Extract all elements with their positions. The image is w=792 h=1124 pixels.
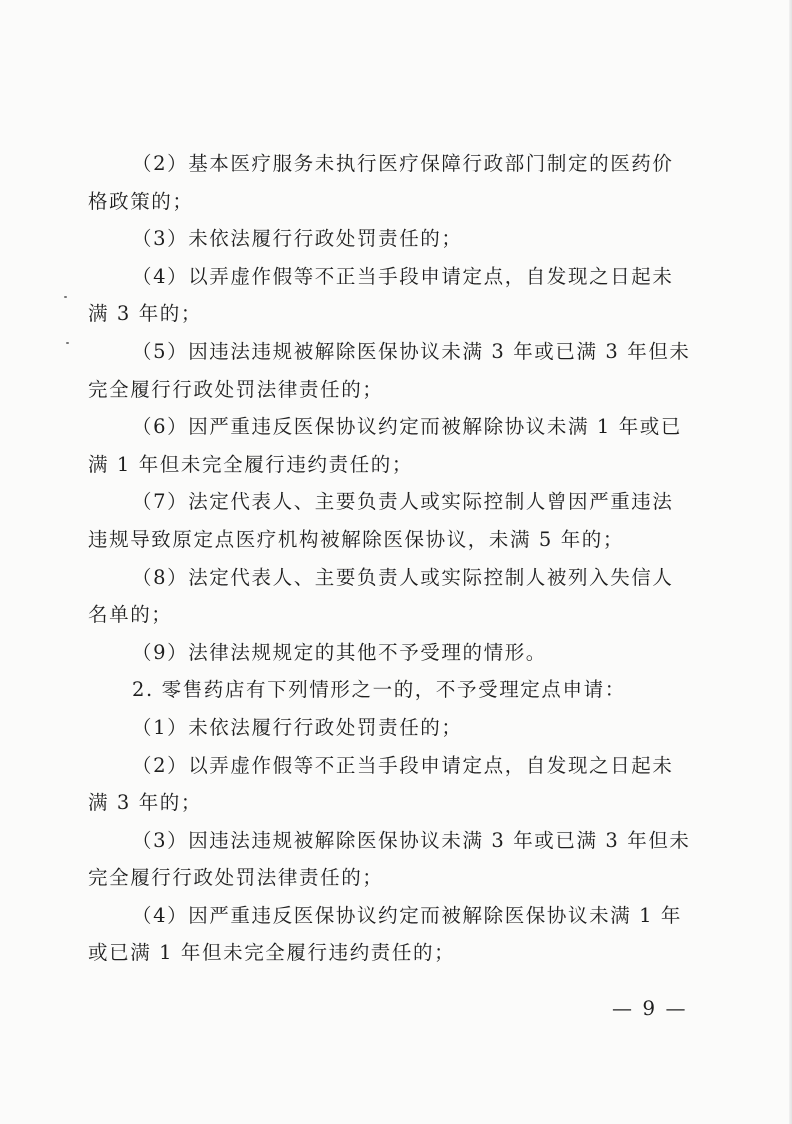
- paragraph-line: 或已满 1 年但未完全履行违约责任的；: [88, 941, 456, 965]
- scan-speck: [64, 296, 67, 298]
- paragraph-line: 名单的；: [88, 603, 173, 627]
- paragraph-line: 满 3 年的；: [88, 791, 203, 815]
- paragraph-line: （6）因严重违反医保协议约定而被解除协议未满 1 年或已: [132, 415, 683, 439]
- paragraph-line: 违规导致原定点医疗机构被解除医保协议，未满 5 年的；: [88, 527, 625, 551]
- paragraph-line: （3）因违法违规被解除医保协议未满 3 年或已满 3 年但未: [132, 828, 691, 852]
- paragraph-line: （9）法律法规规定的其他不予受理的情形。: [132, 640, 547, 664]
- paragraph-line: （4）以弄虚作假等不正当手段申请定点，自发现之日起未: [132, 264, 674, 288]
- paragraph-line: 完全履行行政处罚法律责任的；: [88, 866, 384, 890]
- paragraph-line: 满 1 年但未完全履行违约责任的；: [88, 452, 414, 476]
- section-heading: 2. 零售药店有下列情形之一的，不予受理定点申请：: [132, 678, 626, 702]
- paragraph-line: （5）因违法违规被解除医保协议未满 3 年或已满 3 年但未: [132, 339, 691, 363]
- scan-speck: [66, 342, 69, 344]
- paragraph-line: （2）基本医疗服务未执行医疗保障行政部门制定的医药价: [132, 152, 674, 175]
- body-text: [88, 145, 691, 972]
- paragraph-line: 满 3 年的；: [88, 302, 203, 326]
- paragraph-line: （4）因严重违反医保协议约定而被解除医保协议未满 1 年: [132, 903, 683, 927]
- paragraph-line: （2）以弄虚作假等不正当手段申请定点，自发现之日起未: [132, 753, 674, 777]
- paragraph-line: （8）法定代表人、主要负责人或实际控制人被列入失信人: [132, 565, 674, 589]
- paragraph-line: 完全履行行政处罚法律责任的；: [88, 377, 384, 401]
- paragraph-line: （1）未依法履行行政处罚责任的；: [132, 715, 463, 739]
- page-number: — 9 —: [612, 996, 688, 1020]
- paragraph-line: （7）法定代表人、主要负责人或实际控制人曾因严重违法: [132, 490, 674, 514]
- paragraph-line: 格政策的；: [88, 189, 194, 213]
- paragraph-line: （3）未依法履行行政处罚责任的；: [132, 227, 463, 251]
